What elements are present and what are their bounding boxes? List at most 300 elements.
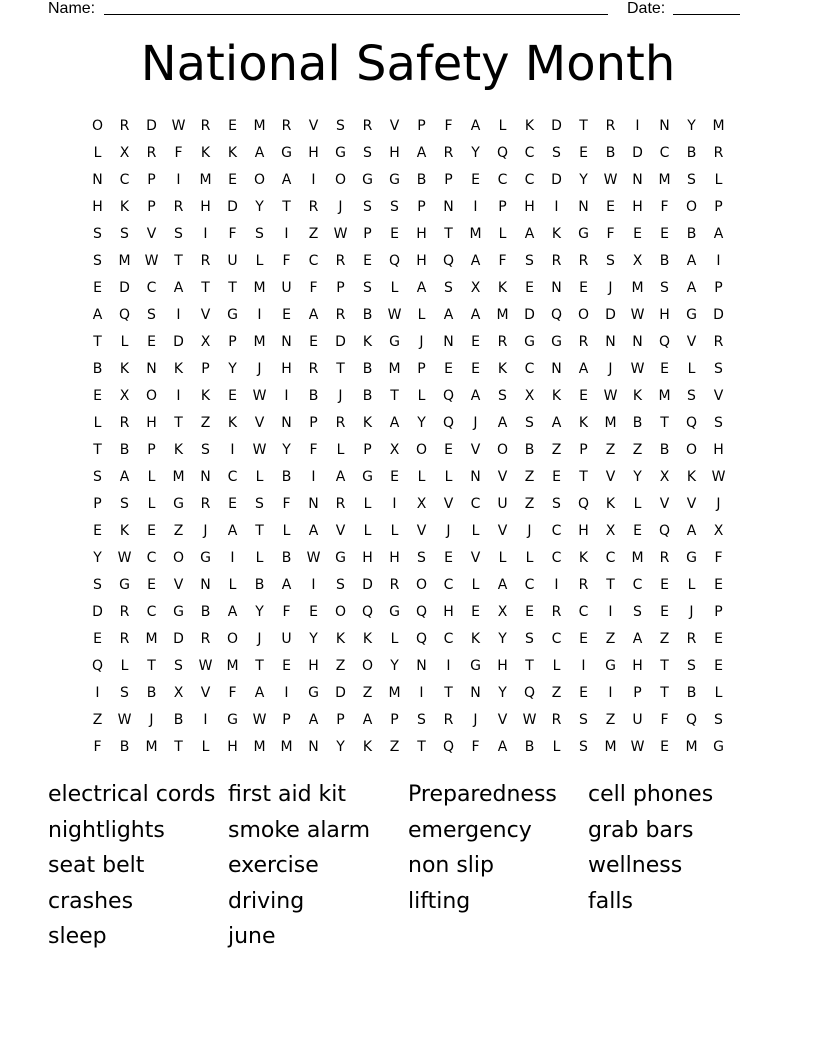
- grid-letter[interactable]: H: [362, 549, 373, 566]
- grid-letter[interactable]: G: [362, 171, 373, 188]
- grid-letter[interactable]: O: [172, 549, 185, 566]
- grid-letter[interactable]: E: [714, 630, 723, 647]
- grid-letter[interactable]: L: [255, 468, 264, 485]
- grid-letter[interactable]: Z: [605, 711, 616, 728]
- grid-letter[interactable]: S: [363, 144, 372, 161]
- grid-letter[interactable]: L: [417, 306, 426, 323]
- grid-letter[interactable]: U: [227, 252, 238, 269]
- grid-letter[interactable]: P: [417, 117, 426, 134]
- grid-letter[interactable]: E: [525, 279, 534, 296]
- grid-letter[interactable]: M: [253, 738, 266, 755]
- grid-letter[interactable]: L: [255, 549, 264, 566]
- grid-letter[interactable]: G: [227, 711, 238, 728]
- grid-letter[interactable]: E: [660, 576, 669, 593]
- grid-letter[interactable]: K: [632, 387, 643, 404]
- grid-letter[interactable]: C: [524, 576, 535, 593]
- grid-letter[interactable]: I: [716, 252, 721, 269]
- grid-letter[interactable]: N: [200, 576, 211, 593]
- grid-letter[interactable]: P: [228, 333, 237, 350]
- grid-letter[interactable]: L: [498, 117, 507, 134]
- grid-letter[interactable]: E: [309, 333, 318, 350]
- grid-letter[interactable]: G: [362, 468, 373, 485]
- grid-letter[interactable]: L: [363, 522, 372, 539]
- grid-letter[interactable]: H: [713, 441, 724, 458]
- grid-letter[interactable]: Q: [415, 630, 428, 647]
- grid-letter[interactable]: X: [524, 387, 535, 404]
- grid-letter[interactable]: Y: [309, 630, 318, 647]
- grid-letter[interactable]: R: [200, 117, 211, 134]
- grid-letter[interactable]: X: [497, 603, 508, 620]
- grid-letter[interactable]: J: [203, 522, 208, 539]
- grid-letter[interactable]: U: [497, 495, 508, 512]
- grid-letter[interactable]: B: [686, 225, 697, 242]
- grid-letter[interactable]: T: [174, 414, 183, 431]
- grid-letter[interactable]: K: [227, 414, 238, 431]
- grid-letter[interactable]: T: [282, 198, 291, 215]
- grid-letter[interactable]: X: [119, 387, 130, 404]
- grid-letter[interactable]: V: [254, 414, 265, 431]
- grid-letter[interactable]: R: [551, 711, 562, 728]
- grid-letter[interactable]: W: [252, 711, 267, 728]
- grid-letter[interactable]: T: [336, 360, 345, 377]
- grid-letter[interactable]: M: [253, 117, 266, 134]
- grid-letter[interactable]: X: [659, 468, 670, 485]
- grid-letter[interactable]: R: [713, 144, 724, 161]
- grid-letter[interactable]: C: [578, 603, 589, 620]
- grid-letter[interactable]: H: [308, 144, 319, 161]
- grid-letter[interactable]: Q: [658, 333, 671, 350]
- grid-letter[interactable]: I: [635, 117, 640, 134]
- grid-letter[interactable]: S: [93, 468, 102, 485]
- grid-letter[interactable]: R: [551, 252, 562, 269]
- grid-letter[interactable]: E: [147, 333, 156, 350]
- grid-letter[interactable]: G: [227, 306, 238, 323]
- grid-letter[interactable]: A: [308, 711, 319, 728]
- grid-letter[interactable]: A: [335, 468, 346, 485]
- grid-letter[interactable]: R: [659, 549, 670, 566]
- grid-letter[interactable]: T: [579, 468, 588, 485]
- grid-letter[interactable]: B: [92, 360, 103, 377]
- grid-letter[interactable]: L: [687, 360, 696, 377]
- grid-letter[interactable]: K: [119, 360, 130, 377]
- grid-letter[interactable]: E: [93, 387, 102, 404]
- grid-letter[interactable]: Q: [685, 711, 698, 728]
- grid-letter[interactable]: I: [554, 576, 559, 593]
- grid-letter[interactable]: J: [419, 333, 424, 350]
- grid-letter[interactable]: E: [660, 225, 669, 242]
- grid-letter[interactable]: E: [228, 171, 237, 188]
- grid-letter[interactable]: H: [389, 549, 400, 566]
- grid-letter[interactable]: S: [93, 225, 102, 242]
- grid-letter[interactable]: Q: [658, 522, 671, 539]
- grid-letter[interactable]: S: [93, 252, 102, 269]
- grid-letter[interactable]: S: [687, 171, 696, 188]
- grid-letter[interactable]: M: [658, 387, 671, 404]
- grid-letter[interactable]: S: [660, 279, 669, 296]
- grid-letter[interactable]: L: [363, 495, 372, 512]
- grid-letter[interactable]: E: [147, 522, 156, 539]
- grid-letter[interactable]: V: [416, 522, 427, 539]
- grid-letter[interactable]: E: [390, 225, 399, 242]
- grid-letter[interactable]: R: [173, 198, 184, 215]
- grid-letter[interactable]: F: [228, 684, 237, 701]
- grid-letter[interactable]: K: [605, 495, 616, 512]
- grid-letter[interactable]: E: [390, 468, 399, 485]
- grid-letter[interactable]: A: [551, 414, 562, 431]
- grid-letter[interactable]: L: [498, 225, 507, 242]
- grid-letter[interactable]: P: [93, 495, 102, 512]
- grid-letter[interactable]: T: [174, 738, 183, 755]
- grid-letter[interactable]: A: [362, 711, 373, 728]
- grid-letter[interactable]: B: [173, 711, 184, 728]
- grid-letter[interactable]: I: [311, 468, 316, 485]
- grid-letter[interactable]: I: [311, 576, 316, 593]
- grid-letter[interactable]: I: [95, 684, 100, 701]
- grid-letter[interactable]: R: [308, 360, 319, 377]
- grid-letter[interactable]: K: [497, 279, 508, 296]
- grid-letter[interactable]: R: [578, 252, 589, 269]
- name-blank-line[interactable]: [104, 14, 608, 15]
- grid-letter[interactable]: O: [415, 441, 428, 458]
- grid-letter[interactable]: I: [608, 684, 613, 701]
- grid-letter[interactable]: V: [389, 117, 400, 134]
- grid-letter[interactable]: S: [498, 387, 507, 404]
- grid-letter[interactable]: A: [119, 468, 130, 485]
- grid-letter[interactable]: D: [524, 306, 535, 323]
- grid-letter[interactable]: B: [308, 387, 319, 404]
- grid-letter[interactable]: M: [388, 684, 401, 701]
- grid-letter[interactable]: T: [147, 657, 156, 674]
- grid-letter[interactable]: H: [308, 657, 319, 674]
- grid-letter[interactable]: E: [579, 684, 588, 701]
- grid-letter[interactable]: V: [173, 576, 184, 593]
- grid-letter[interactable]: N: [416, 657, 427, 674]
- grid-letter[interactable]: P: [147, 441, 156, 458]
- grid-letter[interactable]: B: [416, 171, 427, 188]
- grid-letter[interactable]: P: [714, 198, 723, 215]
- grid-letter[interactable]: Q: [442, 738, 455, 755]
- grid-letter[interactable]: C: [308, 252, 319, 269]
- grid-letter[interactable]: T: [660, 414, 669, 431]
- date-blank-line[interactable]: [673, 14, 740, 15]
- grid-letter[interactable]: K: [362, 414, 373, 431]
- grid-letter[interactable]: S: [120, 684, 129, 701]
- grid-letter[interactable]: R: [578, 576, 589, 593]
- grid-letter[interactable]: I: [419, 684, 424, 701]
- grid-letter[interactable]: S: [714, 711, 723, 728]
- grid-letter[interactable]: R: [686, 630, 697, 647]
- grid-letter[interactable]: L: [417, 387, 426, 404]
- grid-letter[interactable]: N: [605, 333, 616, 350]
- grid-letter[interactable]: W: [630, 360, 645, 377]
- grid-letter[interactable]: K: [578, 414, 589, 431]
- grid-letter[interactable]: F: [714, 549, 723, 566]
- grid-letter[interactable]: R: [335, 252, 346, 269]
- grid-letter[interactable]: B: [200, 603, 211, 620]
- grid-letter[interactable]: B: [632, 414, 643, 431]
- grid-letter[interactable]: B: [686, 144, 697, 161]
- grid-letter[interactable]: F: [606, 225, 615, 242]
- grid-letter[interactable]: K: [362, 738, 373, 755]
- grid-letter[interactable]: B: [659, 441, 670, 458]
- grid-letter[interactable]: S: [525, 630, 534, 647]
- grid-letter[interactable]: G: [335, 549, 346, 566]
- grid-letter[interactable]: E: [228, 117, 237, 134]
- grid-letter[interactable]: R: [335, 414, 346, 431]
- grid-letter[interactable]: F: [660, 198, 669, 215]
- grid-letter[interactable]: S: [417, 711, 426, 728]
- grid-letter[interactable]: W: [171, 117, 186, 134]
- grid-letter[interactable]: Z: [389, 738, 400, 755]
- grid-letter[interactable]: P: [309, 414, 318, 431]
- grid-letter[interactable]: A: [308, 522, 319, 539]
- grid-letter[interactable]: F: [444, 117, 453, 134]
- grid-letter[interactable]: S: [255, 225, 264, 242]
- grid-letter[interactable]: N: [470, 684, 481, 701]
- grid-letter[interactable]: R: [443, 711, 454, 728]
- grid-letter[interactable]: A: [470, 117, 481, 134]
- grid-letter[interactable]: C: [146, 603, 157, 620]
- grid-letter[interactable]: G: [389, 603, 400, 620]
- grid-letter[interactable]: H: [227, 738, 238, 755]
- grid-letter[interactable]: B: [362, 306, 373, 323]
- grid-letter[interactable]: P: [282, 711, 291, 728]
- grid-letter[interactable]: S: [255, 495, 264, 512]
- grid-letter[interactable]: G: [686, 549, 697, 566]
- grid-letter[interactable]: L: [390, 279, 399, 296]
- grid-letter[interactable]: P: [417, 360, 426, 377]
- grid-letter[interactable]: Z: [200, 414, 211, 431]
- grid-letter[interactable]: A: [632, 630, 643, 647]
- grid-letter[interactable]: H: [632, 657, 643, 674]
- grid-letter[interactable]: C: [443, 630, 454, 647]
- grid-letter[interactable]: Q: [91, 657, 104, 674]
- grid-letter[interactable]: V: [686, 333, 697, 350]
- grid-letter[interactable]: N: [200, 468, 211, 485]
- grid-letter[interactable]: D: [119, 279, 130, 296]
- grid-letter[interactable]: Z: [632, 441, 643, 458]
- grid-letter[interactable]: O: [361, 657, 374, 674]
- grid-letter[interactable]: I: [230, 549, 235, 566]
- grid-letter[interactable]: A: [281, 576, 292, 593]
- grid-letter[interactable]: J: [338, 198, 343, 215]
- grid-letter[interactable]: P: [633, 684, 642, 701]
- grid-letter[interactable]: S: [201, 441, 210, 458]
- grid-letter[interactable]: F: [93, 738, 102, 755]
- grid-letter[interactable]: E: [228, 495, 237, 512]
- grid-letter[interactable]: G: [605, 657, 616, 674]
- grid-letter[interactable]: X: [470, 279, 481, 296]
- grid-letter[interactable]: V: [470, 549, 481, 566]
- grid-letter[interactable]: F: [282, 252, 291, 269]
- grid-letter[interactable]: N: [551, 279, 562, 296]
- grid-letter[interactable]: K: [686, 468, 697, 485]
- grid-letter[interactable]: S: [336, 117, 345, 134]
- grid-letter[interactable]: K: [227, 144, 238, 161]
- grid-letter[interactable]: K: [173, 360, 184, 377]
- grid-letter[interactable]: A: [686, 252, 697, 269]
- grid-letter[interactable]: W: [630, 738, 645, 755]
- grid-letter[interactable]: R: [200, 630, 211, 647]
- grid-letter[interactable]: G: [200, 549, 211, 566]
- grid-letter[interactable]: E: [309, 603, 318, 620]
- grid-letter[interactable]: I: [473, 198, 478, 215]
- grid-letter[interactable]: I: [581, 657, 586, 674]
- grid-letter[interactable]: T: [255, 522, 264, 539]
- grid-letter[interactable]: R: [119, 117, 130, 134]
- grid-letter[interactable]: E: [633, 225, 642, 242]
- grid-letter[interactable]: K: [200, 387, 211, 404]
- grid-letter[interactable]: N: [443, 333, 454, 350]
- grid-letter[interactable]: H: [443, 603, 454, 620]
- grid-letter[interactable]: P: [363, 441, 372, 458]
- grid-letter[interactable]: X: [416, 495, 427, 512]
- grid-letter[interactable]: L: [336, 441, 345, 458]
- grid-letter[interactable]: R: [389, 576, 400, 593]
- grid-letter[interactable]: N: [578, 198, 589, 215]
- grid-letter[interactable]: R: [362, 117, 373, 134]
- grid-letter[interactable]: J: [473, 711, 478, 728]
- grid-letter[interactable]: I: [257, 306, 262, 323]
- grid-letter[interactable]: S: [714, 360, 723, 377]
- grid-letter[interactable]: W: [333, 225, 348, 242]
- grid-letter[interactable]: Y: [93, 549, 102, 566]
- grid-letter[interactable]: V: [497, 468, 508, 485]
- grid-letter[interactable]: A: [254, 144, 265, 161]
- grid-letter[interactable]: U: [281, 279, 292, 296]
- grid-letter[interactable]: A: [173, 279, 184, 296]
- grid-letter[interactable]: S: [174, 657, 183, 674]
- grid-letter[interactable]: I: [311, 171, 316, 188]
- grid-letter[interactable]: Q: [415, 603, 428, 620]
- grid-letter[interactable]: B: [119, 738, 130, 755]
- grid-letter[interactable]: Y: [498, 630, 507, 647]
- grid-letter[interactable]: I: [230, 441, 235, 458]
- grid-letter[interactable]: C: [551, 522, 562, 539]
- grid-letter[interactable]: M: [604, 414, 617, 431]
- grid-letter[interactable]: J: [338, 387, 343, 404]
- grid-letter[interactable]: E: [471, 171, 480, 188]
- grid-letter[interactable]: D: [713, 306, 724, 323]
- grid-letter[interactable]: P: [147, 171, 156, 188]
- grid-letter[interactable]: B: [146, 684, 157, 701]
- grid-letter[interactable]: P: [336, 279, 345, 296]
- grid-letter[interactable]: L: [714, 684, 723, 701]
- grid-letter[interactable]: W: [198, 657, 213, 674]
- grid-letter[interactable]: S: [525, 252, 534, 269]
- grid-letter[interactable]: E: [579, 144, 588, 161]
- grid-letter[interactable]: R: [335, 306, 346, 323]
- grid-letter[interactable]: W: [522, 711, 537, 728]
- grid-letter[interactable]: L: [687, 576, 696, 593]
- grid-letter[interactable]: M: [226, 657, 239, 674]
- grid-letter[interactable]: W: [603, 171, 618, 188]
- grid-letter[interactable]: T: [660, 657, 669, 674]
- grid-letter[interactable]: C: [146, 549, 157, 566]
- grid-letter[interactable]: D: [605, 306, 616, 323]
- grid-letter[interactable]: Y: [255, 198, 264, 215]
- grid-letter[interactable]: G: [713, 738, 724, 755]
- grid-letter[interactable]: W: [711, 468, 726, 485]
- grid-letter[interactable]: S: [606, 252, 615, 269]
- grid-letter[interactable]: Z: [551, 684, 562, 701]
- grid-letter[interactable]: L: [93, 144, 102, 161]
- grid-letter[interactable]: B: [362, 387, 373, 404]
- grid-letter[interactable]: V: [335, 522, 346, 539]
- grid-letter[interactable]: G: [389, 333, 400, 350]
- grid-letter[interactable]: U: [632, 711, 643, 728]
- grid-letter[interactable]: P: [417, 198, 426, 215]
- grid-letter[interactable]: Y: [579, 171, 588, 188]
- grid-letter[interactable]: H: [416, 225, 427, 242]
- grid-letter[interactable]: R: [308, 198, 319, 215]
- grid-letter[interactable]: F: [309, 441, 318, 458]
- grid-letter[interactable]: A: [497, 414, 508, 431]
- grid-letter[interactable]: E: [579, 279, 588, 296]
- grid-letter[interactable]: P: [714, 279, 723, 296]
- grid-letter[interactable]: W: [144, 252, 159, 269]
- grid-letter[interactable]: L: [633, 495, 642, 512]
- grid-letter[interactable]: A: [92, 306, 103, 323]
- grid-letter[interactable]: F: [174, 144, 183, 161]
- grid-letter[interactable]: Q: [577, 495, 590, 512]
- grid-letter[interactable]: J: [689, 603, 694, 620]
- grid-letter[interactable]: L: [498, 549, 507, 566]
- grid-letter[interactable]: T: [93, 441, 102, 458]
- grid-letter[interactable]: K: [362, 630, 373, 647]
- grid-letter[interactable]: S: [120, 225, 129, 242]
- grid-letter[interactable]: E: [471, 360, 480, 377]
- grid-letter[interactable]: M: [145, 630, 158, 647]
- grid-letter[interactable]: T: [174, 252, 183, 269]
- grid-letter[interactable]: E: [579, 630, 588, 647]
- grid-letter[interactable]: S: [633, 603, 642, 620]
- grid-letter[interactable]: G: [119, 576, 130, 593]
- grid-letter[interactable]: A: [686, 279, 697, 296]
- grid-letter[interactable]: X: [632, 252, 643, 269]
- grid-letter[interactable]: T: [417, 738, 426, 755]
- grid-letter[interactable]: A: [416, 279, 427, 296]
- grid-letter[interactable]: B: [119, 441, 130, 458]
- grid-letter[interactable]: Y: [336, 738, 345, 755]
- grid-letter[interactable]: H: [92, 198, 103, 215]
- grid-letter[interactable]: S: [363, 279, 372, 296]
- grid-letter[interactable]: T: [660, 684, 669, 701]
- grid-letter[interactable]: K: [335, 630, 346, 647]
- grid-letter[interactable]: R: [146, 144, 157, 161]
- grid-letter[interactable]: H: [389, 144, 400, 161]
- grid-letter[interactable]: M: [469, 225, 482, 242]
- grid-letter[interactable]: T: [255, 657, 264, 674]
- grid-letter[interactable]: A: [497, 576, 508, 593]
- grid-letter[interactable]: V: [443, 495, 454, 512]
- grid-letter[interactable]: P: [714, 603, 723, 620]
- grid-letter[interactable]: K: [497, 360, 508, 377]
- grid-letter[interactable]: A: [578, 360, 589, 377]
- grid-letter[interactable]: C: [632, 576, 643, 593]
- grid-letter[interactable]: M: [631, 549, 644, 566]
- grid-letter[interactable]: G: [470, 657, 481, 674]
- grid-letter[interactable]: C: [524, 360, 535, 377]
- grid-letter[interactable]: E: [579, 387, 588, 404]
- grid-letter[interactable]: J: [527, 522, 532, 539]
- grid-letter[interactable]: P: [390, 711, 399, 728]
- grid-letter[interactable]: N: [443, 198, 454, 215]
- grid-letter[interactable]: E: [606, 198, 615, 215]
- grid-letter[interactable]: O: [496, 441, 509, 458]
- grid-letter[interactable]: G: [308, 684, 319, 701]
- grid-letter[interactable]: B: [605, 144, 616, 161]
